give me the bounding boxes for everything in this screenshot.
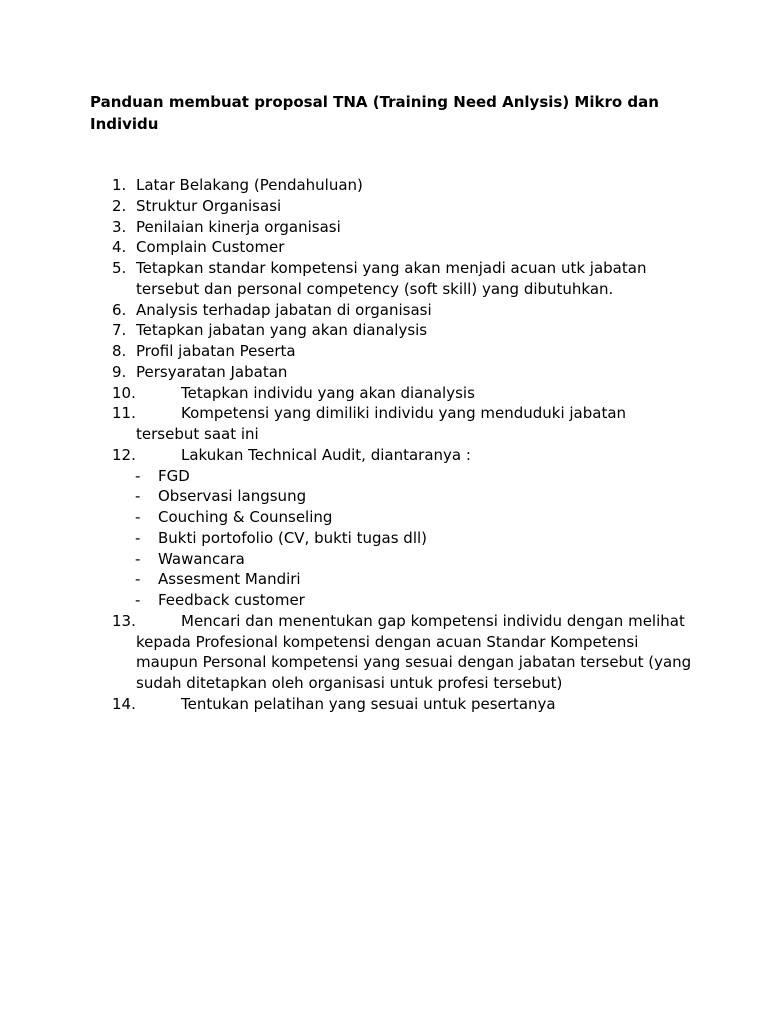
- list-item: [112, 320, 692, 341]
- list-item: [112, 196, 692, 217]
- list-number: 12.: [112, 445, 136, 464]
- list-text: Tetapkan standar kompetensi yang akan menjadi acuan utk jabatan tersebut dan personal competency (soft skill) yang dibutuhkan.: [136, 259, 647, 298]
- list-text: Analysis terhadap jabatan di organisasi: [136, 300, 432, 319]
- dash-bullet: -: [135, 591, 141, 609]
- audit-method-text: FGD: [158, 466, 190, 485]
- list-text: Mencari dan menentukan gap kompetensi individu dengan melihat kepada Profesional kompetensi dengan acuan Standar Kompetensi maupun Personal kompetensi yang sesuai dengan jabatan tersebut (yang sudah ditetapkan oleh organisasi untuk profesi tersebut): [136, 611, 692, 692]
- audit-method-item: [112, 549, 692, 570]
- list-text: Lakukan Technical Audit, diantaranya :: [181, 445, 471, 464]
- list-text: Profil jabatan Peserta: [136, 342, 296, 360]
- list-item: [112, 258, 692, 300]
- dash-bullet: -: [135, 466, 141, 485]
- list-number: 4.: [112, 238, 127, 257]
- list-text: Persyaratan Jabatan: [136, 362, 288, 381]
- audit-method-item: [112, 569, 692, 590]
- list-number: 13.: [112, 611, 136, 630]
- audit-method-text: Assesment Mandiri: [158, 570, 301, 589]
- audit-method-item: [112, 590, 692, 611]
- list-number: 3.: [112, 217, 127, 236]
- list-item: [112, 175, 692, 196]
- list-number: 11.: [112, 404, 136, 423]
- list-number: 14.: [112, 694, 136, 713]
- dash-bullet: -: [135, 487, 141, 506]
- list-item: [112, 445, 692, 466]
- list-item: [112, 403, 692, 445]
- audit-method-item: [112, 466, 692, 487]
- list-text: Tetapkan jabatan yang akan dianalysis: [136, 321, 428, 340]
- audit-method-text: Bukti portofolio (CV, bukti tugas dll): [158, 528, 428, 547]
- guide-list: [112, 175, 692, 715]
- list-text: Kompetensi yang dimiliki individu yang menduduki jabatan tersebut saat ini: [136, 404, 627, 443]
- list-number: 5.: [112, 259, 127, 277]
- list-item: [112, 237, 692, 258]
- audit-method-item: [112, 486, 692, 507]
- list-item: [112, 341, 692, 362]
- dash-bullet: -: [135, 528, 141, 547]
- list-number: 7.: [112, 321, 127, 340]
- list-text: Tentukan pelatihan yang sesuai untuk pesertanya: [181, 694, 556, 713]
- list-number: 1.: [112, 176, 127, 194]
- list-number: 8.: [112, 342, 127, 360]
- list-number: 6.: [112, 300, 127, 319]
- list-text: Latar Belakang (Pendahuluan): [136, 176, 363, 194]
- list-item: [112, 694, 692, 715]
- list-text: Struktur Organisasi: [136, 196, 282, 215]
- audit-method-text: Feedback customer: [158, 591, 305, 609]
- list-item: [112, 362, 692, 383]
- list-item: [112, 383, 692, 404]
- audit-method-item: [112, 507, 692, 528]
- list-item: [112, 611, 692, 694]
- dash-bullet: -: [135, 549, 141, 568]
- list-number: 10.: [112, 383, 136, 402]
- audit-method-text: Wawancara: [158, 549, 245, 568]
- dash-bullet: -: [135, 570, 141, 589]
- list-item: [112, 217, 692, 238]
- list-number: 2.: [112, 196, 127, 215]
- audit-method-item: [112, 528, 692, 549]
- list-text: Tetapkan individu yang akan dianalysis: [181, 383, 475, 402]
- list-text: Penilaian kinerja organisasi: [136, 217, 341, 236]
- list-text: Complain Customer: [136, 238, 285, 257]
- audit-method-text: Couching & Counseling: [158, 508, 333, 526]
- list-number: 9.: [112, 362, 127, 381]
- list-item: [112, 300, 692, 321]
- document-title: Panduan membuat proposal TNA (Training Need Anlysis) Mikro dan Individu: [90, 93, 659, 133]
- dash-bullet: -: [135, 508, 141, 526]
- audit-method-text: Observasi langsung: [158, 487, 307, 506]
